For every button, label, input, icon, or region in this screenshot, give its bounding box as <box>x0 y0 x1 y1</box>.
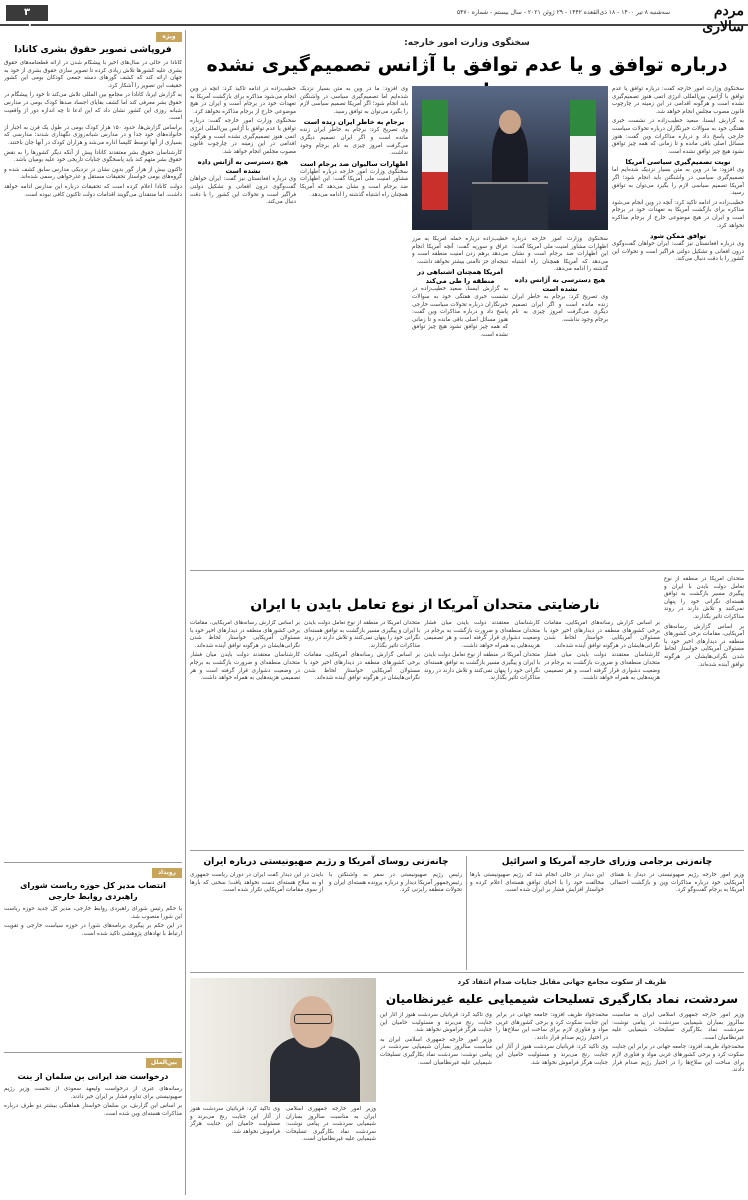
section-label: سیاسی <box>8 23 46 34</box>
paragraph: کارشناسان معتقدند دولت بایدن میان فشار متحدان منطقه‌ای و ضرورت بازگشت به برجام در وضعیت دشواری قرار گرفته است و هر تصمیمی هزینه‌هایی به همراه خواهد داشت. <box>424 620 540 649</box>
sidebar-story-one-body <box>4 60 182 855</box>
lead-photo-spokesperson <box>412 86 608 230</box>
lead-column-left-a <box>300 86 408 566</box>
story-two-column-b <box>424 620 540 846</box>
story-three-headline: چانه‌زنی بر‌جامی وزرای خارجه آمریکا و اسرائیل <box>501 857 713 867</box>
paragraph: بایدن در این دیدار گفت ایران در دوران ریاست جمهوری او به سلاح هسته‌ای دست نخواهد یافت؛ سخنی که بارها از سوی مقامات آمریکایی تکرار شده است. <box>190 872 323 894</box>
story-three-body <box>470 872 744 968</box>
story-two-column-d <box>190 620 300 846</box>
paragraph: وی تصریح کرد: برجام به خاطر ایران زنده مانده است و اگر ایران تصمیم دیگری می‌گرفت امروز چیزی به نام برجام وجود نداشت. <box>512 293 608 323</box>
paragraph: وی تاکید کرد: قربانیان سردشت هنوز از آثار این جنایت رنج می‌برند و مسئولیت حامیان این جنایت هرگز فراموش نخواهد شد. <box>496 1044 608 1066</box>
podium <box>472 182 548 230</box>
paragraph: بر اساس گزارش رسانه‌های آمریکایی، مقامات برخی کشورهای منطقه در دیدارهای اخیر خود با مسئولان آمریکایی خواستار لحاظ شدن نگرانی‌هایشان در هرگونه توافق آینده شده‌اند. <box>190 620 300 649</box>
story-five-column-mid <box>496 1012 608 1194</box>
sidebar-divider <box>185 30 186 1195</box>
paragraph: رسانه‌های عبری از درخواست ولیعهد سعودی از نخست وزیر رژیم صهیونیستی برای تداوم فشار بر ایران خبر دادند. <box>4 1086 182 1100</box>
paragraph: بر اساس این گزارش، بن سلمان خواستار هماهنگی بیشتر دو طرف درباره مذاکرات هسته‌ای وین شده است. <box>4 1103 182 1117</box>
paragraph: کارشناسان حقوق بشر معتقدند کانادا پیش از آنکه دیگر کشورها را به نقض حقوق بشر متهم کند باید پاسخگوی جنایات تاریخی خود علیه بومیان باشد. <box>4 149 182 164</box>
lead-subhead: توافق ممکن شود <box>650 232 706 241</box>
section-label-box <box>6 5 48 34</box>
lead-column-right <box>612 86 744 566</box>
lead-column-middle <box>412 236 508 566</box>
paragraph: در این حکم بر پیگیری برنامه‌های شورا در حوزه سیاست خارجی و تقویت ارتباط با نهادهای پژوهشی تاکید شده است. <box>4 923 182 937</box>
story-five-column-under-photo <box>190 1106 376 1194</box>
paragraph: دولت کانادا اعلام کرده است که تحقیقات درباره این مدارس ادامه خواهد داشت، اما منتقدان می‌گویند اقدامات دولت تاکنون کافی نبوده است. <box>4 183 182 198</box>
paragraph: وزیر امور خارجه جمهوری اسلامی ایران به مناسبت سالروز بمباران شیمیایی سردشت در پیامی نوشت: سردشت نماد بکارگیری تسلیحات شیمیایی علیه غیرنظامیان است. <box>380 1036 492 1066</box>
paragraph: متحدان آمریکا در منطقه از نوع تعامل دولت بایدن با ایران و پیگیری مسیر بازگشت به توافق هسته‌ای نگرانی خود را پنهان نمی‌کنند و تلاش دارند در روند مذاکرات تاثیر بگذارند. <box>664 576 744 620</box>
lead-column-left-b <box>190 86 296 566</box>
paragraph: به گزارش ایسنا، سعید خطیب‌زاده در نشست خبری هفتگی خود به سوالات خبرنگاران درباره تحولات سیاست خارجی پاسخ داد و درباره مذاکرات وین گفت: هنوز مسائل اصلی باقی مانده و تا زمانی که همه چیز توافق نشود هیچ چیز توافق نشده است. <box>612 118 744 155</box>
masthead <box>0 0 748 35</box>
paragraph: خطیب‌زاده در ادامه تاکید کرد: آنچه در وین انجام می‌شود مذاکره برای بازگشت آمریکا به تعهدات خود در برجام است و ایران در هیچ موضوعی خارج از برجام مذاکره نخواهد کرد. <box>190 86 296 115</box>
paragraph: به گزارش ایسنا، سعید خطیب‌زاده در نشست خبری هفتگی خود به سوالات خبرنگاران درباره تحولات سیاست خارجی پاسخ داد و درباره مذاکرات وین گفت: هنوز مسائل اصلی باقی مانده و تا زمانی که همه چیز توافق نشود هیچ چیز توافق نشده است. <box>412 286 508 338</box>
story-five-column-left <box>380 1012 492 1194</box>
paragraph: وی تاکید کرد: قربانیان سردشت هنوز از آثار این جنایت رنج می‌برند و مسئولیت حامیان این جنایت هرگز فراموش نخواهد شد. <box>190 1106 280 1135</box>
story-two-headline: نارضایتی متحدان آمریکا از نوع تعامل بایدن با ایران <box>250 597 600 613</box>
paragraph: محمدجواد ظریف افزود: جامعه جهانی در برابر این جنایت سکوت کرد و برخی کشورهای غربی مواد و فناوری لازم برای ساخت این سلاح‌ها را در اختیار رژیم صدام قرار دادند. <box>612 1044 744 1074</box>
paragraph: سخنگوی وزارت امور خارجه گفت: درباره توافق یا عدم توافق با آژانس بین‌المللی انرژی اتمی هنوز تصمیم‌گیری نشده است و هرگونه اقدامی در این زمینه در چارچوب قانون مصوب مجلس انجام خواهد شد. <box>612 86 744 115</box>
paragraph: به گزارش ایرنا، کانادا در مجامع بین المللی تلاش می‌کند تا خود را پیشگام در حقوق بشر معرفی کند اما کشف بقایای اجساد صدها کودک بومی در مدارس شبانه روزی این کشور نشان داد که این ادعا تا چه اندازه دور از واقعیت است. <box>4 92 182 122</box>
story-four-headline: چانه‌زنی روسای آمریکا و رژیم صهیونیستی درباره ایران <box>203 857 449 867</box>
lead-subhead: هیچ دسترسی به آژانس داده نشده است <box>514 275 606 293</box>
story-five-column-right <box>612 1012 744 1194</box>
sidebar-tag-event: رویداد <box>152 868 182 878</box>
lead-subhead: آمریکا همچنان اشتباهی در منطقه را طی می‌کند <box>417 268 503 286</box>
lead-subhead: برجام به خاطر ایران زنده است <box>303 118 405 127</box>
sidebar-separator <box>4 1052 182 1053</box>
paragraph: وی درباره افغانستان نیز گفت: ایران خواهان گفت‌وگوی درون افغانی و تشکیل دولتی فراگیر است و تحولات این کشور را با دقت دنبال می‌کند. <box>612 241 744 263</box>
section-separator <box>190 570 744 571</box>
paragraph: براساس گزارش‌ها، حدود ۱۵۰ هزار کودک بومی در طول یک قرن به اجبار از خانواده‌های خود جدا و در مدارس شبانه‌روزی نگهداری شدند؛ مدارسی که بسیاری از آنها توسط کلیسا اداره می‌شد و هزاران کودک در آنها جان باختند. <box>4 124 182 146</box>
paragraph: بر اساس گزارش رسانه‌های آمریکایی، مقامات برخی کشورهای منطقه در دیدارهای اخیر خود با مسئولان آمریکایی خواستار لحاظ شدن نگرانی‌هایشان در هرگونه توافق آینده شده‌اند. <box>304 652 420 682</box>
story-two-column-c <box>304 620 420 846</box>
paragraph: سخنگوی وزارت امور خارجه گفت: درباره توافق یا عدم توافق با آژانس بین‌المللی انرژی اتمی هنوز تصمیم‌گیری نشده است و هرگونه اقدامی در این زمینه در چارچوب قانون مصوب مجلس انجام خواهد شد. <box>190 118 296 155</box>
section-separator <box>190 972 744 973</box>
brand-logo: مردم سالاری <box>702 3 744 35</box>
paragraph: وی درباره افغانستان نیز گفت: ایران خواهان گفت‌وگوی درون افغانی و تشکیل دولتی فراگیر است و تحولات این کشور را با دقت دنبال می‌کند. <box>190 176 296 206</box>
paragraph: بر اساس گزارش رسانه‌های آمریکایی، مقامات برخی کشورهای منطقه در دیدارهای اخیر خود با مسئولان آمریکایی خواستار لحاظ شدن نگرانی‌هایشان در هرگونه توافق آینده شده‌اند. <box>544 620 660 649</box>
paragraph: با حکم رئیس شورای راهبردی روابط خارجی، مدیر کل جدید حوزه ریاست این شورا منصوب شد. <box>4 906 182 920</box>
paragraph: متحدان آمریکا در منطقه از نوع تعامل دولت بایدن با ایران و پیگیری مسیر بازگشت به توافق هسته‌ای نگرانی خود را پنهان نمی‌کنند و تلاش دارند در روند مذاکرات تاثیر بگذارند. <box>424 652 540 682</box>
sidebar-story-three-body <box>4 1086 182 1194</box>
story-five-headline: سردشت، نماد بکارگیری تسلیحات شیمیایی علیه غیرنظامیان <box>385 992 739 1006</box>
lead-subhead: هیچ دسترسی به آژانس داده نشده است <box>197 158 289 176</box>
story-five-kicker: ظریف از سکوت مجامع جهانی مقابل جنایات صدام انتقاد کرد <box>457 978 667 986</box>
iran-flag-left <box>422 100 448 210</box>
paragraph: خطیب‌زاده در ادامه تاکید کرد: آنچه در وین انجام می‌شود مذاکره برای بازگشت آمریکا به تعهدات خود در برجام است و ایران در هیچ موضوعی خارج از برجام مذاکره نخواهد کرد. <box>612 199 744 229</box>
sidebar-story-two-headline: انتصاب مدیر کل حوزه ریاست شورای راهبردی روابط خارجی <box>20 881 166 901</box>
lead-kicker: سخنگوی وزارت امور خارجه: <box>404 38 530 48</box>
paragraph: کارشناسان معتقدند دولت بایدن میان فشار متحدان منطقه‌ای و ضرورت بازگشت به برجام در وضعیت دشواری قرار گرفته است و هر تصمیمی هزینه‌هایی به همراه خواهد داشت. <box>190 652 300 682</box>
sidebar-tag-intl: بین‌الملل <box>146 1058 182 1068</box>
story-four-body <box>190 872 462 968</box>
paragraph: وی افزود: ما در وین به متن بسیار نزدیک شده‌ایم اما تصمیم‌گیری سیاسی در واشنگتن باید انجام شود؛ اگر آمریکا تصمیم سیاسی لازم را بگیرد می‌توان به توافق رسید. <box>300 86 408 115</box>
sidebar <box>4 30 182 1196</box>
zarif-glasses <box>294 1014 332 1024</box>
paragraph: این دیدار در حالی انجام شد که رژیم صهیونیستی بارها مخالفت خود را با احیای توافق هسته‌ای اعلام کرده و خواستار افزایش فشار بر ایران شده است. <box>470 872 604 894</box>
paragraph: وی افزود: ما در وین به متن بسیار نزدیک شده‌ایم اما تصمیم‌گیری سیاسی در واشنگتن باید انجام شود؛ اگر آمریکا تصمیم سیاسی لازم را بگیرد می‌توان به توافق رسید. <box>612 167 744 197</box>
sidebar-separator <box>4 862 182 863</box>
sidebar-story-two-body <box>4 906 182 1046</box>
spokesperson-head <box>499 110 521 134</box>
paragraph: وزیر امور خارجه رژیم صهیونیستی در دیدار با همتای آمریکایی خود درباره مذاکرات وین و بازگشت احتمالی آمریکا به برجام گفت‌وگو کرد. <box>610 872 744 894</box>
paragraph: وی تاکید کرد: قربانیان سردشت هنوز از آثار این جنایت رنج می‌برند و مسئولیت حامیان این جنایت هرگز فراموش نخواهد شد. <box>380 1012 492 1034</box>
lead-headline: درباره توافق و یا عدم توافق با آژانس تصمیم‌گیری نشده <box>206 54 728 76</box>
paragraph: سخنگوی وزارت امور خارجه درباره اظهارات مشاور امنیت ملی آمریکا گفت: این اظهارات ضد برجام است و نشان می‌دهد که آمریکا همچنان راه اشتباه گذشته را ادامه می‌دهد. <box>300 168 408 198</box>
section-separator <box>190 850 744 851</box>
lead-subhead: اظهارات سالیوان ضد برجام است <box>300 159 408 168</box>
sidebar-story-three-headline: درخواست ضد ایرانی بن سلمان از بنت <box>17 1072 169 1081</box>
story-divider <box>466 856 467 970</box>
paragraph: رئیس رژیم صهیونیستی در سفر به واشنگتن با رئیس‌جمهور آمریکا دیدار و درباره پرونده هسته‌ای ایران و تحولات منطقه رایزنی کرد. <box>329 872 462 894</box>
paragraph: سخنگوی وزارت امور خارجه درباره اظهارات مشاور امنیت ملی آمریکا گفت: این اظهارات ضد برجام است و نشان می‌دهد که آمریکا همچنان راه اشتباه گذشته را ادامه می‌دهد. <box>512 236 608 273</box>
paragraph: کارشناسان معتقدند دولت بایدن میان فشار متحدان منطقه‌ای و ضرورت بازگشت به برجام در وضعیت دشواری قرار گرفته است و هر تصمیمی هزینه‌هایی به همراه خواهد داشت. <box>544 652 660 682</box>
paragraph: وی تصریح کرد: برجام به خاطر ایران زنده مانده است و اگر ایران تصمیم دیگری می‌گرفت امروز چیزی به نام برجام وجود نداشت. <box>300 127 408 157</box>
page-number: ۳ <box>23 7 31 18</box>
story-five-photo-zarif <box>190 978 376 1102</box>
sidebar-story-one-headline: فروپاشی تصویر حقوق بشری کانادا <box>14 45 172 55</box>
paragraph: متحدان آمریکا در منطقه از نوع تعامل دولت بایدن با ایران و پیگیری مسیر بازگشت به توافق هسته‌ای نگرانی خود را پنهان نمی‌کنند و تلاش دارند در روند مذاکرات تاثیر بگذارند. <box>304 620 420 649</box>
paragraph: وزیر امور خارجه جمهوری اسلامی ایران به مناسبت سالروز بمباران شیمیایی سردشت در پیامی نوشت: سردشت نماد بکارگیری تسلیحات شیمیایی علیه غیرنظامیان است. <box>612 1012 744 1041</box>
lead-column-middle-right <box>512 236 608 566</box>
lead-subhead: نوبت تصمیم‌گیری سیاسی آمریکا <box>625 158 731 167</box>
iran-flag-right <box>570 100 596 210</box>
paragraph: وزیر امور خارجه جمهوری اسلامی ایران به مناسبت سالروز بمباران شیمیایی سردشت در پیامی نوشت: سردشت نماد بکارگیری تسلیحات شیمیایی علیه غیرنظامیان است. <box>286 1106 376 1143</box>
story-two-column-a <box>544 620 660 846</box>
paragraph: بر اساس گزارش رسانه‌های آمریکایی، مقامات برخی کشورهای منطقه در دیدارهای اخیر خود با مسئولان آمریکایی خواستار لحاظ شدن نگرانی‌هایشان در هرگونه توافق آینده شده‌اند. <box>664 623 744 668</box>
sidebar-tag-special: ویژه <box>156 32 182 42</box>
dateline: سه‌شنبه ۸ تیر ۱۴۰۰ - ۱۸ ذی‌القعده ۱۴۴۲ - ۲۹ ژوئن ۲۰۲۱ - سال بیستم - شماره ۵۴۷۰ <box>456 9 670 16</box>
paragraph: کانادا در حالی در سال‌های اخیر با پیشگام شدن در ارائه قطعنامه‌های حقوق بشری علیه کشورها تلاش زیادی کرده تا تصویر سازی حقوق بشری از خود به جهان ارائه کند که کشف گورهای دسته جمعی کودکان بومی این کشور حقیقت این تصویر را آشکار کرد. <box>4 60 182 89</box>
story-two-column-right <box>664 576 744 846</box>
paragraph: محمدجواد ظریف افزود: جامعه جهانی در برابر این جنایت سکوت کرد و برخی کشورهای غربی مواد و فناوری لازم برای ساخت این سلاح‌ها را در اختیار رژیم صدام قرار دادند. <box>496 1012 608 1041</box>
paragraph: خطیب‌زاده درباره حمله آمریکا به مرز عراق و سوریه گفت: آنچه آمریکا انجام می‌دهد برهم زدن امنیت منطقه است و نتیجه‌ای جز ناامنی بیشتر نخواهد داشت. <box>412 236 508 265</box>
paragraph: تاکنون بیش از هزار گور بدون نشان در نزدیکی مدارس سابق کشف شده و گروه‌های بومی خواستار تحقیقات مستقل و عذرخواهی رسمی شده‌اند. <box>4 166 182 181</box>
